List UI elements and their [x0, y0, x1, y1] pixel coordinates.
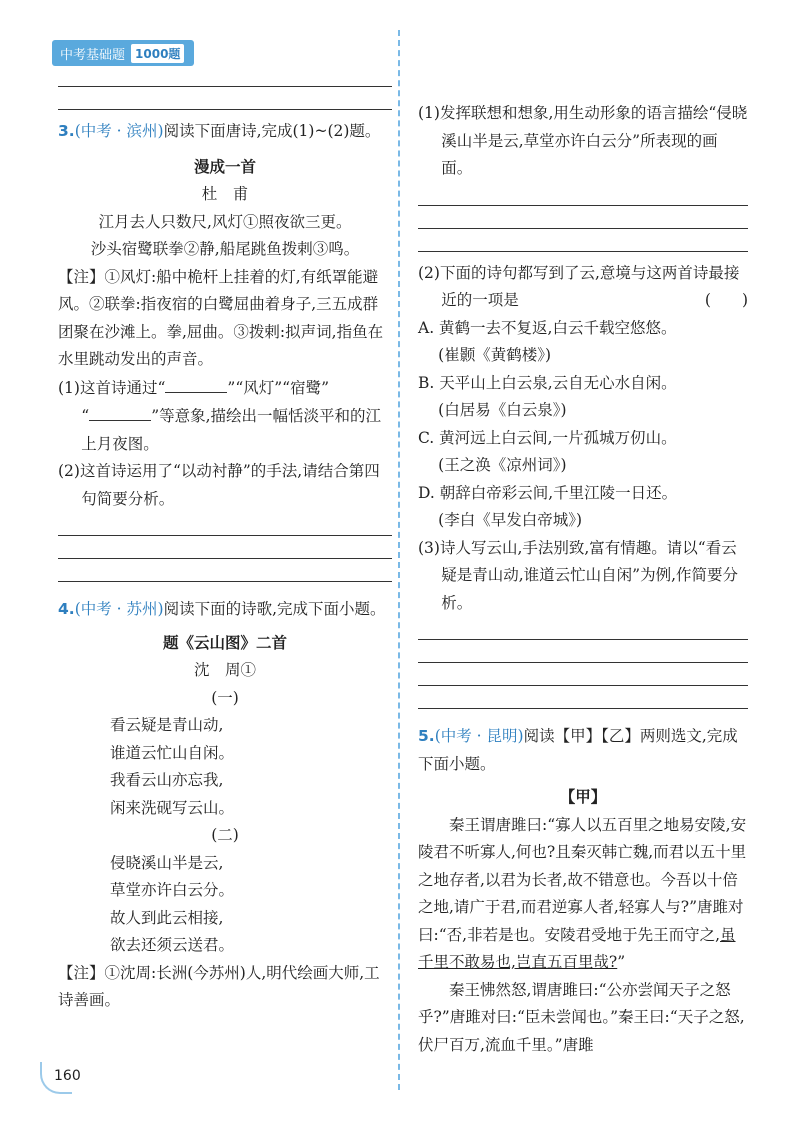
- fill-blank[interactable]: [165, 374, 227, 393]
- option-b-source: (白居易《白云泉》): [438, 401, 567, 419]
- poem-line: 谁道云忙山自闲。: [110, 743, 235, 762]
- answer-line[interactable]: [58, 558, 392, 559]
- q3-sub1-text: ”等意象,描绘出一幅恬淡平和的江上月夜图。: [81, 407, 382, 453]
- poem-line: 看云疑是青山动,: [110, 716, 224, 734]
- q4-part1: (一): [211, 688, 239, 707]
- right-column: [418, 100, 748, 1059]
- q4-note: 【注】①沈周:长洲(今苏州)人,明代绘画大师,工诗善画。: [58, 963, 380, 1009]
- q5-number: 5.: [418, 727, 435, 745]
- q5-underlined-sentence: 虽千里不敢易也,岂直五百里哉?: [418, 925, 736, 971]
- page-number: 160: [54, 1068, 81, 1084]
- series-count: 1000题: [131, 44, 184, 63]
- q5-part-label: 【甲】: [559, 788, 607, 806]
- q4-prompt: 阅读下面的诗歌,完成下面小题。: [163, 600, 386, 618]
- option-d-source: (李白《早发白帝城》): [438, 511, 582, 529]
- q3-sub2: (2)这首诗运用了“以动衬静”的手法,请结合第四句简要分析。: [58, 462, 380, 508]
- poem-line: 闲来洗砚写云山。: [110, 798, 235, 817]
- option-b[interactable]: B. 天平山上白云泉,云自无心水自闲。: [418, 373, 677, 392]
- column-divider: [398, 30, 400, 1090]
- q3-author: 杜 甫: [201, 185, 249, 203]
- answer-paren[interactable]: ( ): [704, 291, 748, 309]
- q3-note: 【注】①风灯:船中桅杆上挂着的灯,有纸罩能避风。②联拳:指夜宿的白鹭屈曲着身子,三五成群团聚在沙滩上。拳,屈曲。③拨剌:拟声词,指鱼在水里跳动发出的声音。: [58, 267, 384, 368]
- series-name: 中考基础题: [60, 47, 126, 63]
- q5-para-text: 秦王谓唐雎曰:“寡人以五百里之地易安陵,安陵君不听寡人,何也?且秦灭韩亡魏,而君以五十里之地存者,以君为长者,故不错意也。今吾以十倍之地,请广于君,而君逆寡人者,轻寡人与?”唐雎对曰:“否,非若是也。安陵君受地于先王而守之,: [418, 815, 747, 944]
- option-a[interactable]: A. 黄鹤一去不复返,白云千载空悠悠。: [418, 318, 677, 337]
- q3-poem-title: 漫成一首: [193, 157, 256, 176]
- answer-line[interactable]: [418, 228, 748, 229]
- q3-sub1-text: “: [81, 407, 90, 425]
- q4-number: 4.: [58, 600, 75, 618]
- poem-line: 故人到此云相接,: [110, 908, 224, 927]
- q5-paragraph: 秦王怫然怒,谓唐雎曰:“公亦尝闻天子之怒乎?”唐雎对曰:“臣未尝闻也。”秦王曰:“天子之怒,伏尸百万,流血千里。”唐雎: [418, 980, 745, 1054]
- poem-line: 我看云山亦忘我,: [110, 771, 224, 789]
- option-c[interactable]: C. 黄河远上白云间,一片孤城万仞山。: [418, 428, 677, 447]
- q3-prompt: 阅读下面唐诗,完成(1)~(2)题。: [163, 122, 381, 140]
- series-tag: [52, 40, 194, 66]
- q4-source: (中考 · 苏州): [74, 600, 164, 618]
- q4-poem-title: 题《云山图》二首: [162, 633, 287, 652]
- answer-line[interactable]: [58, 535, 392, 536]
- q5-heading: [418, 723, 748, 778]
- answer-line[interactable]: [418, 685, 748, 686]
- option-d[interactable]: D. 朝辞白帝彩云间,千里江陵一日还。: [418, 483, 678, 502]
- q3-poem-line: 沙头宿鹭联拳②静,船尾跳鱼拨剌③鸣。: [90, 240, 360, 258]
- left-column: [58, 78, 392, 1015]
- q3-sub1: [58, 374, 392, 459]
- q5-paragraph: [418, 812, 748, 977]
- q5-source: (中考 · 昆明): [434, 727, 524, 745]
- q5-prompt: 阅读【甲】【乙】两则选文,完成下面小题。: [418, 727, 738, 773]
- q4-sub1: (1)发挥联想和想象,用生动形象的语言描绘“侵晓溪山半是云,草堂亦许白云分”所表现的画面。: [418, 104, 748, 177]
- fill-blank[interactable]: [89, 402, 151, 421]
- q3-poem-line: 江月去人只数尺,风灯①照夜欲三更。: [98, 212, 352, 231]
- q4-sub2: [418, 260, 748, 315]
- q3-source: (中考 · 滨州): [74, 122, 164, 140]
- q5-para-text: ”: [617, 953, 626, 971]
- q4-heading: [58, 596, 392, 624]
- answer-line[interactable]: [418, 639, 748, 640]
- answer-line[interactable]: [418, 205, 748, 206]
- q4-author: 沈 周①: [193, 661, 256, 679]
- q3-sub1-text: ”“风灯”“宿鹭”: [227, 378, 330, 397]
- q4-part2: (二): [211, 826, 239, 844]
- q4-sub3: (3)诗人写云山,手法别致,富有情趣。请以“看云疑是青山动,谁道云忙山自闲”为例,作简要分析。: [418, 538, 739, 612]
- poem-line: 草堂亦许白云分。: [110, 881, 235, 899]
- poem-line: 欲去还须云送君。: [110, 936, 235, 954]
- answer-line[interactable]: [418, 662, 748, 663]
- q3-heading: [58, 118, 392, 146]
- q3-number: 3.: [58, 122, 75, 140]
- option-c-source: (王之涣《凉州词》): [438, 456, 567, 474]
- q3-sub1-text: (1)这首诗通过“: [58, 378, 166, 397]
- q4-sub2-text: (2)下面的诗句都写到了云,意境与这两首诗最接近的一项是: [418, 263, 740, 309]
- answer-line: [58, 86, 392, 87]
- poem-line: 侵晓溪山半是云,: [110, 853, 224, 872]
- option-a-source: (崔颢《黄鹤楼》): [438, 346, 551, 364]
